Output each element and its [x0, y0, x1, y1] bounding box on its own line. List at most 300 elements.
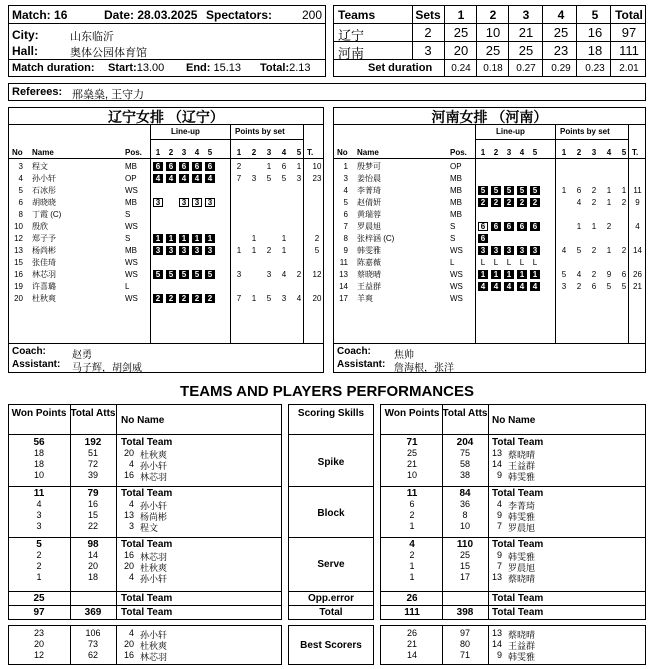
set-duration-label: Set duration — [368, 62, 433, 74]
won-points: 5 — [36, 539, 42, 550]
lineup-position-box: 4 — [530, 282, 540, 291]
set1-header: 1 — [457, 8, 465, 22]
best-total-atts: 62 — [87, 650, 98, 660]
won-points: 2 — [409, 510, 415, 520]
referees-names: 邢燊燊, 王守力 — [72, 89, 145, 101]
won-points: 18 — [33, 459, 44, 469]
performance-title: TEAMS AND PLAYERS PERFORMANCES — [180, 383, 474, 400]
player-number: 6 — [343, 210, 348, 219]
player-name: 罗晨旭 — [508, 523, 536, 533]
player-position: WS — [125, 294, 138, 303]
player-position: OP — [125, 174, 137, 183]
player-number: 5 — [18, 186, 23, 195]
lineup-position-box: 4 — [179, 174, 189, 183]
lineup-position-box: 6 — [179, 162, 189, 171]
total-atts: 75 — [459, 448, 470, 458]
best-total-atts: 106 — [85, 628, 101, 638]
player-name: 蔡晓晴 — [508, 574, 536, 584]
total-atts: 51 — [87, 448, 98, 458]
left-noname-header: No Name — [121, 415, 165, 426]
player-name: 张梓涵 (C) — [357, 234, 395, 243]
set-score: 25 — [485, 43, 501, 58]
lineup-position-box: 3 — [205, 246, 215, 255]
right-team-title: 河南女排 （河南） — [431, 109, 548, 125]
player-name: 罗晨旭 — [357, 222, 381, 231]
set-points: 6 — [281, 162, 287, 171]
best-player-no: 20 — [123, 639, 134, 649]
player-no: 13 — [123, 510, 134, 520]
left-atts-header: Total Atts — [70, 408, 116, 419]
won-points: 1 — [409, 561, 415, 571]
set-points: 1 — [266, 162, 272, 171]
left-coach-label: Coach: — [12, 346, 46, 357]
set-points: 3 — [296, 174, 302, 183]
lineup-position-box: L — [493, 258, 499, 267]
right-atts-header: Total Atts — [442, 408, 488, 419]
lineup-position-box: 3 — [205, 198, 215, 207]
set-points: 1 — [281, 246, 287, 255]
player-total-points: 11 — [633, 186, 642, 195]
lineup-position-box: 2 — [504, 198, 514, 207]
best-player-no: 4 — [128, 628, 134, 638]
total-atts: 98 — [87, 539, 99, 550]
player-position: WS — [450, 294, 463, 303]
player-name: Total Team — [121, 488, 173, 499]
left-coach: 赵勇 — [72, 350, 92, 361]
lineup-set-header: 5 — [207, 148, 213, 157]
spectators-value: 200 — [301, 8, 322, 22]
player-total-points: 23 — [312, 174, 322, 183]
best-won-points: 21 — [406, 639, 417, 649]
total-right-name: Total Team — [492, 607, 544, 618]
player-position: MB — [450, 174, 462, 183]
player-position: WS — [450, 270, 463, 279]
lineup-position-box: 2 — [166, 294, 176, 303]
player-total-points: 2 — [314, 234, 320, 243]
right-assistant: 詹海根，张洋 — [394, 363, 454, 374]
opp-error-left-name: Total Team — [121, 593, 173, 604]
set3-header: 3 — [522, 8, 530, 22]
player-name: 杜秋爽 — [140, 450, 168, 460]
skill-label: Spike — [317, 457, 345, 468]
set-points: 2 — [591, 186, 597, 195]
player-name: 林芯羽 — [32, 270, 56, 279]
team-sets-won: 3 — [424, 43, 432, 58]
set-score: 25 — [518, 43, 534, 58]
player-name: 蔡晓晴 — [508, 450, 536, 460]
teams-header: Teams — [338, 8, 376, 22]
total-atts: 15 — [87, 510, 98, 520]
player-total-points: 10 — [312, 162, 322, 171]
total-atts: 84 — [459, 488, 471, 499]
total-atts: 38 — [459, 470, 470, 480]
total-atts: 25 — [459, 550, 470, 560]
match-label: Match: 16 — [12, 8, 68, 22]
won-points: 71 — [406, 437, 418, 448]
best-player-no: 13 — [491, 628, 502, 638]
set-duration-total: 2.01 — [619, 63, 639, 74]
won-points: 25 — [406, 448, 417, 458]
right-assistant-label: Assistant: — [337, 359, 386, 370]
skill-label: Block — [317, 508, 345, 519]
set-points: 2 — [591, 198, 597, 207]
set-points: 4 — [281, 270, 287, 279]
set-duration: 0.23 — [585, 63, 605, 74]
player-name: 陈嘉薇 — [357, 258, 381, 267]
lineup-set-header: 4 — [194, 148, 200, 157]
player-position: MB — [125, 198, 137, 207]
set-points: 2 — [266, 246, 272, 255]
set-points: 3 — [561, 282, 567, 291]
set-points: 1 — [576, 222, 582, 231]
total-left-atts: 369 — [84, 607, 102, 618]
lineup-position-box: L — [506, 258, 512, 267]
player-name: Total Team — [492, 437, 544, 448]
skills-header: Scoring Skills — [297, 408, 365, 419]
player-number: 11 — [339, 258, 348, 267]
player-number: 14 — [339, 282, 348, 291]
player-name: 殷梦可 — [357, 162, 381, 171]
player-no: 13 — [491, 572, 502, 582]
lineup-position-box: 3 — [192, 246, 202, 255]
player-no: 4 — [128, 459, 134, 469]
player-name: 孙小轩 — [140, 501, 168, 511]
total-atts: 22 — [87, 521, 98, 531]
best-player-no: 16 — [123, 650, 134, 660]
lineup-position-box: 6 — [153, 162, 163, 171]
set-points: 1 — [606, 246, 612, 255]
total-atts: 110 — [456, 539, 474, 550]
player-name: 姜怡晨 — [357, 174, 381, 183]
set-score: 23 — [553, 43, 569, 58]
player-no: 16 — [123, 550, 134, 560]
opp-error-right-name: Total Team — [492, 593, 544, 604]
total-left-name: Total Team — [121, 607, 173, 618]
player-name: 王益群 — [357, 282, 381, 291]
player-no: 9 — [496, 510, 502, 520]
player-name: 杨尚彬 — [32, 246, 56, 255]
won-points: 56 — [33, 437, 45, 448]
player-no: 4 — [496, 499, 502, 509]
opp-error-right-won: 26 — [406, 593, 418, 604]
lineup-position-box: 4 — [153, 174, 163, 183]
lineup-position-box: 1 — [166, 234, 176, 243]
player-number: 6 — [18, 198, 23, 207]
player-total-points: 26 — [633, 270, 642, 279]
lineup-position-box: 5 — [192, 270, 202, 279]
set-points: 5 — [281, 174, 287, 183]
lineup-position-box: 2 — [205, 294, 215, 303]
points-header: Points by set — [560, 127, 610, 136]
lineup-position-box: 2 — [179, 294, 189, 303]
set-points: 5 — [561, 270, 567, 279]
lineup-set-header: 2 — [168, 148, 174, 157]
lineup-position-box: 5 — [478, 186, 488, 195]
lineup-position-box: 4 — [205, 174, 215, 183]
points-set-header: 5 — [621, 148, 627, 157]
set-points: 3 — [266, 270, 272, 279]
lineup-position-box: 3 — [504, 246, 514, 255]
date-field: Date: 28.03.2025 — [104, 8, 198, 22]
team-sets-won: 2 — [424, 25, 432, 40]
player-total-points: 14 — [633, 246, 642, 255]
player-number: 3 — [343, 174, 348, 183]
player-name: 杜秋爽 — [32, 294, 56, 303]
player-name: 孙小轩 — [140, 574, 168, 584]
set-points: 1 — [606, 186, 612, 195]
points-set-header: 4 — [281, 148, 287, 157]
name-header: Name — [32, 148, 54, 157]
set-points: 3 — [236, 270, 242, 279]
set2-header: 2 — [489, 8, 497, 22]
right-coach: 焦帅 — [394, 350, 414, 361]
lineup-position-box: 4 — [166, 174, 176, 183]
set-points: 5 — [606, 282, 612, 291]
player-number: 3 — [18, 162, 23, 171]
player-name: 孙小轩 — [32, 174, 56, 183]
player-number: 20 — [14, 294, 23, 303]
player-position: WS — [125, 186, 138, 195]
player-name: 孙小轩 — [140, 461, 168, 471]
won-points: 1 — [409, 572, 415, 582]
player-name: 郑子予 — [32, 234, 56, 243]
set-points: 1 — [281, 234, 287, 243]
pos-header: Pos. — [450, 148, 467, 157]
lineup-set-header: 5 — [532, 148, 538, 157]
points-set-header: 2 — [251, 148, 257, 157]
total-atts: 14 — [87, 550, 98, 560]
player-number: 1 — [343, 162, 348, 171]
best-player-name: 王益群 — [508, 641, 536, 651]
set-points: 5 — [266, 294, 272, 303]
lineup-position-box: 6 — [504, 222, 514, 231]
match-number: 16 — [54, 8, 68, 22]
set-score: 16 — [587, 25, 603, 40]
player-name: 杨尚彬 — [140, 512, 168, 522]
lineup-set-header: 3 — [506, 148, 512, 157]
player-position: WS — [450, 282, 463, 291]
player-number: 9 — [343, 246, 348, 255]
lineup-position-box: 2 — [530, 198, 540, 207]
lineup-position-box: 6 — [517, 222, 527, 231]
lineup-position-box: 5 — [530, 186, 540, 195]
won-points: 10 — [33, 470, 44, 480]
total-atts: 18 — [87, 572, 98, 582]
won-points: 3 — [36, 521, 42, 531]
lineup-position-box: 2 — [478, 198, 488, 207]
city-label: City: — [12, 28, 39, 42]
lineup-position-box: 1 — [491, 270, 501, 279]
total-atts: 79 — [87, 488, 99, 499]
player-number: 8 — [343, 234, 348, 243]
set-points: 2 — [606, 222, 612, 231]
lineup-position-box: 4 — [504, 282, 514, 291]
set4-header: 4 — [557, 8, 565, 22]
player-no: 7 — [496, 561, 502, 571]
player-name: 殷欣 — [32, 222, 48, 231]
points-header: Points by set — [235, 127, 285, 136]
best-player-no: 9 — [496, 650, 502, 660]
player-position: WS — [125, 258, 138, 267]
player-no: 4 — [128, 572, 134, 582]
player-name: 韩雯雅 — [508, 552, 536, 562]
player-name: 蔡晓晴 — [357, 270, 381, 279]
lineup-position-box: 1 — [153, 234, 163, 243]
total-atts: 15 — [459, 561, 470, 571]
set-score: 20 — [453, 43, 469, 58]
total-atts: 192 — [84, 437, 102, 448]
points-set-header: 3 — [266, 148, 272, 157]
best-player-name: 杜秋爽 — [140, 641, 168, 651]
set-points: 2 — [576, 282, 582, 291]
total-atts: 10 — [459, 521, 470, 531]
set-points: 3 — [281, 294, 287, 303]
player-name: 林芯羽 — [140, 552, 168, 562]
player-name: Total Team — [121, 437, 173, 448]
player-number: 13 — [339, 270, 348, 279]
set-points: 7 — [236, 174, 242, 183]
lineup-position-box: 5 — [166, 270, 176, 279]
lineup-position-box: 3 — [478, 246, 488, 255]
lineup-header: Line-up — [171, 127, 200, 136]
set-duration: 0.24 — [451, 63, 471, 74]
won-points: 11 — [406, 488, 418, 499]
set5-header: 5 — [591, 8, 599, 22]
total-atts: 17 — [459, 572, 470, 582]
set-points: 4 — [561, 246, 567, 255]
set-score: 18 — [587, 43, 603, 58]
player-name: 程文 — [32, 162, 48, 171]
player-total-points: 4 — [635, 222, 640, 231]
player-name: 黄瑞蓉 — [357, 210, 381, 219]
best-total-atts: 97 — [459, 628, 470, 638]
won-points: 18 — [33, 448, 44, 458]
points-set-header: 1 — [561, 148, 567, 157]
player-position: OP — [450, 162, 462, 171]
player-number: 16 — [14, 270, 23, 279]
player-number: 10 — [14, 222, 23, 231]
total-right-atts: 398 — [456, 607, 474, 618]
player-name: 石冰彤 — [32, 186, 56, 195]
player-no: 4 — [128, 499, 134, 509]
left-assistant-label: Assistant: — [12, 359, 61, 370]
best-player-name: 林芯羽 — [140, 652, 168, 662]
lineup-position-box: L — [532, 258, 538, 267]
player-name: 韩雯雅 — [357, 246, 381, 255]
lineup-set-header: 2 — [493, 148, 499, 157]
player-name: 羊爽 — [357, 294, 373, 303]
player-position: L — [125, 282, 130, 291]
set-points: 1 — [296, 162, 302, 171]
player-total-points: 9 — [635, 198, 640, 207]
start-field: Start:13.00 — [108, 62, 165, 74]
set-points: 4 — [576, 270, 582, 279]
lineup-position-box: 3 — [530, 246, 540, 255]
total-atts: 39 — [87, 470, 98, 480]
set-score: 25 — [453, 25, 469, 40]
lineup-set-header: 1 — [155, 148, 161, 157]
player-total-points: 12 — [312, 270, 322, 279]
player-position: S — [125, 234, 131, 243]
lineup-position-box: 3 — [517, 246, 527, 255]
best-scorers-label: Best Scorers — [300, 640, 362, 651]
player-position: WS — [125, 222, 138, 231]
name-header: Name — [357, 148, 379, 157]
best-won-points: 23 — [33, 628, 44, 638]
best-won-points: 26 — [406, 628, 417, 638]
lineup-position-box: 5 — [504, 186, 514, 195]
total-atts: 36 — [459, 499, 470, 509]
total-atts: 20 — [87, 561, 98, 571]
player-total-points: 5 — [314, 246, 320, 255]
player-name: Total Team — [121, 539, 173, 550]
player-name: 张佳琦 — [32, 258, 56, 267]
set-points: 5 — [266, 174, 272, 183]
player-position: MB — [450, 186, 462, 195]
player-name: 李菁琦 — [357, 186, 381, 195]
player-position: MB — [450, 198, 462, 207]
total-atts: 8 — [462, 510, 468, 520]
set-points: 1 — [251, 246, 257, 255]
best-total-atts: 71 — [459, 650, 470, 660]
set-points: 7 — [236, 294, 242, 303]
player-no: 3 — [128, 521, 134, 531]
won-points: 1 — [36, 572, 42, 582]
player-position: MB — [125, 246, 137, 255]
set-points: 2 — [296, 270, 302, 279]
player-number: 8 — [18, 210, 23, 219]
player-name: 韩雯雅 — [508, 512, 536, 522]
lineup-position-box: 3 — [179, 198, 189, 207]
lineup-position-box: 5 — [517, 186, 527, 195]
best-won-points: 14 — [406, 650, 417, 660]
won-points: 2 — [36, 561, 42, 571]
total-label: Total — [319, 607, 343, 618]
spectators-label: Spectators: — [206, 8, 273, 22]
player-number: 4 — [18, 174, 23, 183]
pos-header: Pos. — [125, 148, 142, 157]
lineup-position-box: 3 — [179, 246, 189, 255]
points-set-header: 5 — [296, 148, 302, 157]
set-duration: 0.29 — [551, 63, 571, 74]
set-points: 1 — [561, 186, 567, 195]
best-won-points: 20 — [33, 639, 44, 649]
right-coach-label: Coach: — [337, 346, 371, 357]
won-points: 3 — [36, 510, 42, 520]
set-points: 6 — [576, 186, 582, 195]
won-points: 21 — [406, 459, 417, 469]
player-no: 20 — [123, 448, 134, 458]
no-header: No — [337, 148, 348, 157]
left-assistant: 马子辉，胡剑威 — [72, 363, 142, 374]
player-name: Total Team — [492, 539, 544, 550]
player-total-points: 20 — [312, 294, 322, 303]
best-total-atts: 80 — [459, 639, 470, 649]
total-field: Total:2.13 — [260, 62, 311, 74]
best-won-points: 12 — [33, 650, 44, 660]
player-number: 13 — [14, 246, 23, 255]
set-points: 1 — [621, 186, 627, 195]
lineup-position-box: 1 — [179, 234, 189, 243]
opp-error-left-won: 25 — [33, 593, 45, 604]
lineup-position-box: 1 — [530, 270, 540, 279]
referees-label: Referees: — [12, 86, 63, 98]
lineup-position-box: 2 — [491, 198, 501, 207]
won-points: 2 — [36, 550, 42, 560]
set-points: 4 — [576, 198, 582, 207]
player-no: 20 — [123, 561, 134, 571]
points-set-header: 1 — [236, 148, 242, 157]
